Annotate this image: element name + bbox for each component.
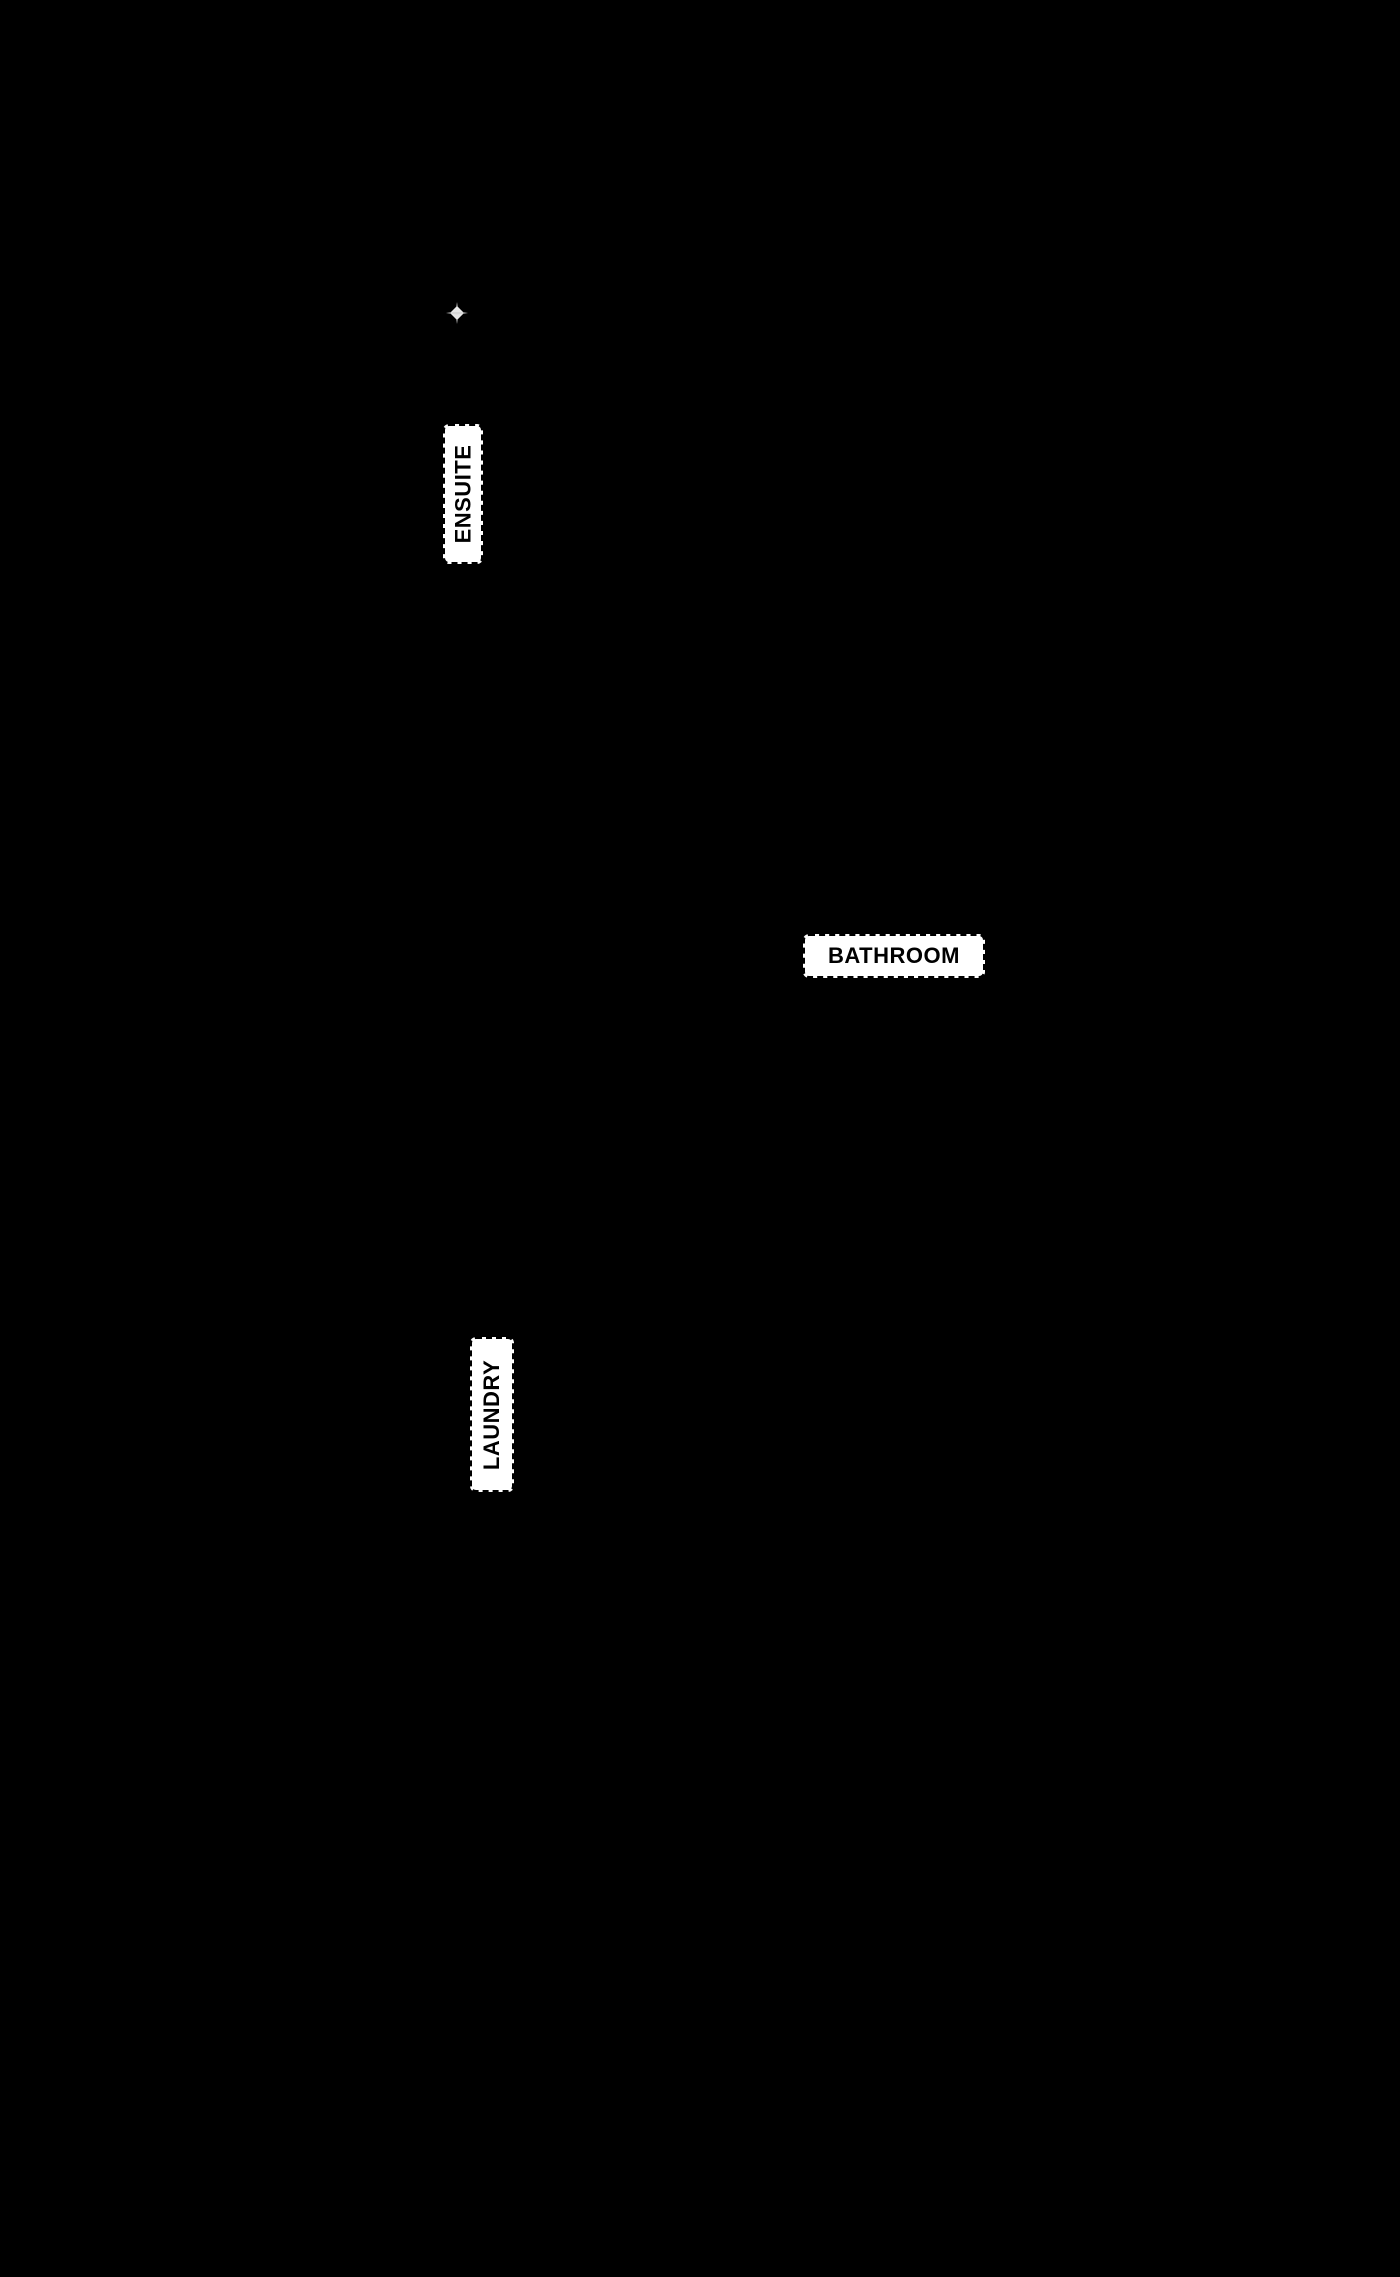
sparkle-icon <box>446 302 468 324</box>
room-label-bathroom[interactable] <box>803 934 985 978</box>
room-label-laundry-text: LAUNDRY <box>479 1359 505 1470</box>
room-label-ensuite[interactable] <box>443 424 483 564</box>
room-label-ensuite-text: ENSUITE <box>450 444 476 544</box>
sparkle-core <box>450 306 464 320</box>
room-label-bathroom-text: BATHROOM <box>828 943 960 968</box>
room-label-laundry[interactable] <box>470 1337 514 1492</box>
